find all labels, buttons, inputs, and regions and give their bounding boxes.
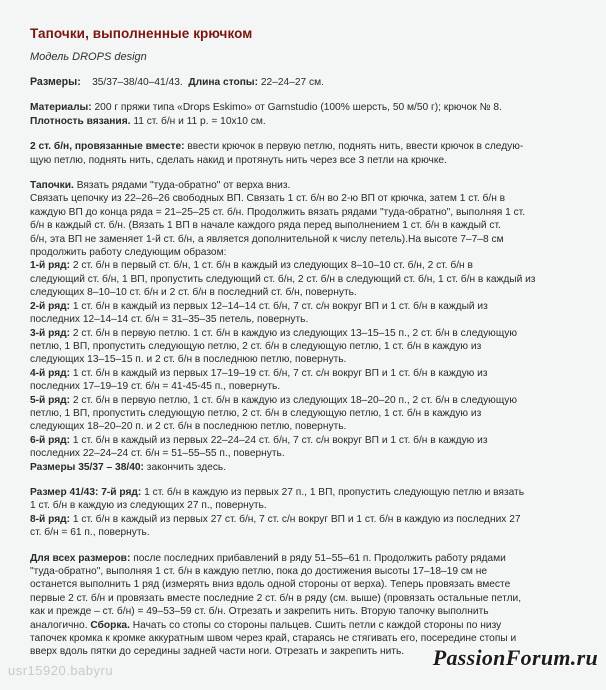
- sizes-values: 35/37–38/40–41/43.: [92, 77, 183, 88]
- row-line: петлю, 1 ВП, пропустить следующую петлю, 2 ст. б/н в следующую петлю, 1 ст. б/н в каждую из: [30, 407, 482, 419]
- together-label: 2 ст. б/н, провязанные вместе:: [30, 141, 185, 153]
- row-label: 6-й ряд:: [30, 434, 71, 446]
- slippers-line: Вязать рядами "туда-обратно" от верха вниз.: [76, 180, 291, 192]
- finish-small-text: закончить здесь.: [146, 461, 227, 473]
- all-sizes-line: аналогично.: [30, 619, 88, 631]
- row-label: 1-й ряд:: [30, 260, 71, 272]
- row8-label: 8-й ряд:: [30, 513, 71, 525]
- row8-line: 1 ст. б/н в каждый из первых 27 ст. б/н, 7 ст. с/н вокруг ВП и 1 ст. б/н в каждую из последних 27: [72, 513, 521, 525]
- row-line: 1 ст. б/н в каждый из первых 12–14–14 ст. б/н, 7 ст. с/н вокруг ВП и 1 ст. б/н в каждый из: [72, 300, 488, 312]
- row-label: 3-й ряд:: [30, 327, 71, 339]
- materials-label: Материалы:: [30, 102, 92, 114]
- large-line: 1 ст. б/н в каждую из первых 27 п., 1 ВП, пропустить следующую петлю и вязать: [144, 486, 525, 498]
- assembly-label: Сборка.: [90, 619, 130, 631]
- foot-length-label: Длина стопы:: [188, 77, 259, 88]
- slippers-line: б/н в каждый ст. б/н. (Вязать 1 ВП в начале каждого ряда перед выполнением 1 ст. б/н в каждый ст.: [30, 220, 501, 232]
- slippers-line: б/н, эта ВП не заменяет 1-й ст. б/н, а является дополнительной к числу петель).На высоте 7–7–8 см: [30, 233, 504, 245]
- row-line: следующих 13–15–15 п. и 2 ст. б/н в последнюю петлю, повернуть.: [30, 354, 347, 366]
- sizes-paragraph: [30, 76, 592, 89]
- all-sizes-line: после последних прибавлений в ряду 51–55–61 п. Продолжить работу рядами: [133, 552, 506, 564]
- row-line: последних 17–19–19 ст. б/н = 41-45-45 п., повернуть.: [30, 381, 281, 393]
- large-size-label: Размер 41/43: 7-й ряд:: [30, 486, 142, 498]
- assembly-line: вверх вдоль пятки до середины задней части ноги. Отрезать и закрепить нить.: [30, 646, 405, 658]
- row-line: следующих 8–10–10 ст. б/н и 2 ст. б/н в последний ст. б/н, повернуть.: [30, 287, 357, 299]
- row-label: 5-й ряд:: [30, 394, 71, 406]
- large-size-paragraph: [30, 486, 592, 540]
- foot-length-values: 22–24–27 см.: [260, 77, 324, 88]
- all-sizes-line: первые 2 ст. б/н и провязать вместе последние 2 ст. б/н в ряду (см. выше) (провязать остальные петли,: [30, 592, 522, 604]
- slippers-line: продолжить работу следующим образом:: [30, 247, 227, 259]
- row-line: 1 ст. б/н в каждый из первых 17–19–19 ст. б/н, 7 ст. с/н вокруг ВП и 1 ст. б/н в каждую из: [72, 367, 488, 379]
- row-label: 2-й ряд:: [30, 300, 71, 312]
- all-sizes-line: как и прежде – ст. б/н) = 49–53–59 ст. б/н. Отрезать и закрепить нить. Вторую тапочку выполнить: [30, 606, 489, 618]
- row-line: петлю, 1 ВП, пропустить следующую петлю, 2 ст. б/н в следующую петлю, 1 ст. б/н в каждую из: [30, 340, 482, 352]
- density-label: Плотность вязания.: [30, 115, 131, 127]
- page-title: Тапочки, выполненные крючком: [30, 26, 253, 41]
- density-text: 11 ст. б/н и 11 р. = 10х10 см.: [133, 115, 266, 127]
- together-line-1: ввести крючок в первую петлю, поднять нить, ввести крючок в следую-: [187, 141, 524, 153]
- assembly-line: Начать со стопы со стороны пальцев. Сшить петли с каждой стороны по низу: [132, 619, 502, 631]
- watermark-right: PassionForum.ru: [432, 645, 598, 670]
- row-line: 2 ст. б/н в первую петлю, 1 ст. б/н в каждую из следующих 18–20–20 п., 2 ст. б/н в следующую: [72, 394, 518, 406]
- slippers-label: Тапочки.: [30, 180, 74, 192]
- all-sizes-line: "туда-обратно", выполняя 1 ст. б/н в каждую петлю, пока до достижения высоты 17–18–19 см не: [30, 566, 488, 577]
- row-line: последних 12–14–14 ст. б/н = 31–35–35 петель, повернуть.: [30, 314, 309, 326]
- row8-line: ст. б/н = 61 п., повернуть.: [30, 527, 150, 539]
- row-line: 2 ст. б/н в первый ст. б/н, 1 ст. б/н в каждый из следующих 8–10–10 ст. б/н, 2 ст. б/н в: [72, 260, 473, 272]
- slippers-line: каждую ВП до конца ряда = 21–25–25 ст. б/н. Продолжить вязать рядами "туда-обратно", выполняя 1 ст.: [30, 206, 526, 218]
- together-paragraph: [30, 140, 592, 167]
- materials-paragraph: [30, 101, 592, 128]
- slippers-line: Связать цепочку из 22–26–26 свободных ВП. Связать 1 ст. б/н во 2-ю ВП от крючка, затем 1 ст. б/н в: [30, 193, 506, 205]
- assembly-line: тапочек кромка к кромке аккуратным швом через край, стараясь не стягивать его, посередине стопы и: [30, 633, 517, 645]
- row-line: следующих 18–20–20 п. и 2 ст. б/н в последнюю петлю, повернуть.: [30, 421, 347, 433]
- row-line: 1 ст. б/н в каждый из первых 22–24–24 ст. б/н, 7 ст. с/н вокруг ВП и 1 ст. б/н в каждую из: [72, 434, 488, 446]
- row-label: 4-й ряд:: [30, 367, 71, 379]
- row-line: 2 ст. б/н в первую петлю. 1 ст. б/н в каждую из следующих 13–15–15 п., 2 ст. б/н в следующую: [72, 327, 518, 339]
- finish-small-label: Размеры 35/37 – 38/40:: [30, 461, 144, 473]
- all-sizes-label: Для всех размеров:: [30, 552, 131, 564]
- slippers-paragraph: [30, 179, 592, 474]
- row-line: следующий ст. б/н, 1 ВП, пропустить следующий ст. б/н, 2 ст. б/н в следующий ст. б/н, 1 ст. б/н в каждый из: [30, 273, 536, 285]
- page-subtitle: Модель DROPS design: [30, 51, 147, 63]
- materials-text: 200 г пряжи типа «Drops Eskimo» от Garnstudio (100% шерсть, 50 м/50 г); крючок № 8.: [94, 102, 502, 114]
- sizes-label: Размеры:: [30, 76, 81, 88]
- large-line: 1 ст. б/н в каждую из следующих 27 п., повернуть.: [30, 500, 267, 512]
- together-line-2: щую петлю, поднять нить, сделать накид и протянуть нить через все 3 петли на крючке.: [30, 154, 447, 166]
- row-line: последних 22–24–24 ст. б/н = 51–55–55 п., повернуть.: [30, 448, 285, 460]
- all-sizes-paragraph: [30, 552, 592, 659]
- all-sizes-line: останется выполнить 1 ряд (измерять вниз вдоль одной стороны от верха). Теперь провязать вместе: [30, 579, 511, 591]
- watermark-left: usr15920.babyru: [8, 663, 114, 678]
